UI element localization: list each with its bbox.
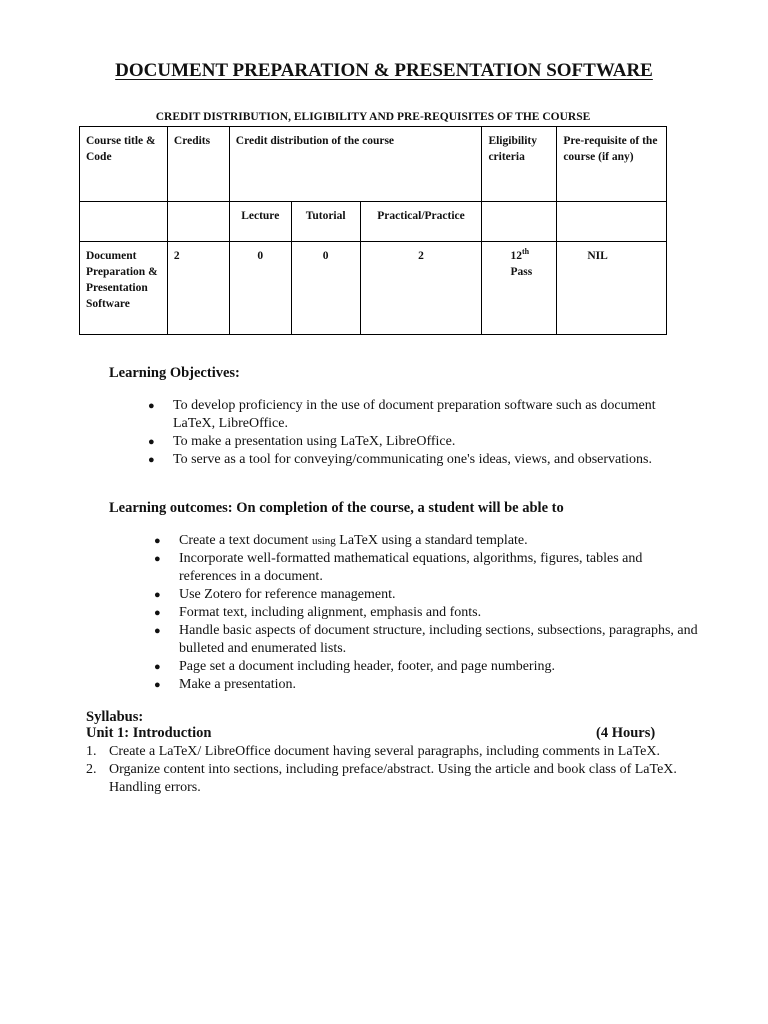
header-course-title: Course title & Code xyxy=(80,127,168,202)
eligibility-number: 12 xyxy=(510,250,522,262)
objective-text: To serve as a tool for conveying/communicating one's ideas, views, and observations. xyxy=(173,452,652,467)
header-prerequisite: Pre-requisite of the course (if any) xyxy=(557,127,667,202)
outcome-text: Handle basic aspects of document structure, including sections, subsections, paragraphs, and bulleted and enumerated lists. xyxy=(179,623,698,656)
topic-text: Create a LaTeX/ LibreOffice document having several paragraphs, including comments in LaTeX. xyxy=(109,744,660,759)
learning-outcomes-heading: Learning outcomes: On completion of the course, a student will be able to xyxy=(109,500,564,516)
credit-distribution-table xyxy=(79,126,667,335)
empty-cell xyxy=(482,202,557,242)
list-item xyxy=(148,451,668,469)
cell-eligibility xyxy=(482,242,557,335)
outcome-text-small: using xyxy=(311,535,336,547)
page-title: DOCUMENT PREPARATION & PRESENTATION SOFTWARE xyxy=(115,60,653,81)
list-item xyxy=(86,743,696,761)
list-item xyxy=(154,658,699,676)
list-item xyxy=(148,397,668,433)
bullet-icon: ● xyxy=(148,400,155,412)
list-item xyxy=(86,761,696,797)
list-item xyxy=(154,586,699,604)
table-header-row xyxy=(80,127,667,202)
list-item xyxy=(154,550,699,586)
table-caption: CREDIT DISTRIBUTION, ELIGIBILITY AND PRE-REQUISITES OF THE COURSE xyxy=(155,111,591,123)
header-eligibility: Eligibility criteria xyxy=(482,127,557,202)
outcomes-list xyxy=(154,532,699,694)
subheader-lecture: Lecture xyxy=(229,202,291,242)
outcome-text: Page set a document including header, footer, and page numbering. xyxy=(179,659,555,674)
subheader-practical: Practical/Practice xyxy=(360,202,482,242)
unit-topics-list xyxy=(86,743,696,797)
eligibility-pass: Pass xyxy=(510,266,533,278)
outcome-text: Incorporate well-formatted mathematical equations, algorithms, figures, tables and references in a document. xyxy=(179,551,643,584)
topic-text: Organize content into sections, including preface/abstract. Using the article and book class of LaTeX. Handling errors. xyxy=(109,762,677,795)
learning-objectives-heading: Learning Objectives: xyxy=(109,365,240,381)
cell-practical: 2 xyxy=(360,242,482,335)
header-credit-distribution: Credit distribution of the course xyxy=(229,127,482,202)
outcome-text: Use Zotero for reference management. xyxy=(179,587,396,602)
outcome-text-end: LaTeX using a standard template. xyxy=(339,533,528,548)
bullet-icon: ● xyxy=(154,589,161,601)
list-item xyxy=(154,604,699,622)
bullet-icon: ● xyxy=(154,679,161,691)
subheader-tutorial: Tutorial xyxy=(291,202,360,242)
bullet-icon: ● xyxy=(148,436,155,448)
bullet-icon: ● xyxy=(148,454,155,466)
empty-cell xyxy=(557,202,667,242)
bullet-icon: ● xyxy=(154,535,161,547)
objectives-list xyxy=(148,397,668,469)
cell-tutorial: 0 xyxy=(291,242,360,335)
item-number: 1. xyxy=(86,744,97,759)
objective-text: To develop proficiency in the use of document preparation software such as document LaTeX, LibreOffice. xyxy=(173,398,656,431)
list-item xyxy=(148,433,668,451)
empty-cell xyxy=(80,202,168,242)
cell-lecture: 0 xyxy=(229,242,291,335)
cell-course-name: Document Preparation & Presentation Software xyxy=(80,242,168,335)
outcome-text: Make a presentation. xyxy=(179,677,297,692)
bullet-icon: ● xyxy=(154,625,161,637)
unit-hours: (4 Hours) xyxy=(596,725,656,741)
list-item xyxy=(154,622,699,658)
bullet-icon: ● xyxy=(154,553,161,565)
outcome-text: Format text, including alignment, emphasis and fonts. xyxy=(179,605,482,620)
cell-credits: 2 xyxy=(167,242,229,335)
bullet-icon: ● xyxy=(154,607,161,619)
objective-text: To make a presentation using LaTeX, LibreOffice. xyxy=(173,434,456,449)
bullet-icon: ● xyxy=(154,661,161,673)
table-row xyxy=(80,242,667,335)
header-credits: Credits xyxy=(167,127,229,202)
eligibility-superscript: th xyxy=(521,247,530,257)
empty-cell xyxy=(167,202,229,242)
list-item xyxy=(154,532,699,550)
syllabus-heading: Syllabus: xyxy=(86,709,144,725)
cell-prerequisite: NIL xyxy=(557,242,667,335)
unit-title: Unit 1: Introduction xyxy=(86,725,212,741)
item-number: 2. xyxy=(86,762,97,777)
list-item xyxy=(154,676,699,694)
outcome-text-start: Create a text document xyxy=(179,533,309,548)
table-subheader-row xyxy=(80,202,667,242)
